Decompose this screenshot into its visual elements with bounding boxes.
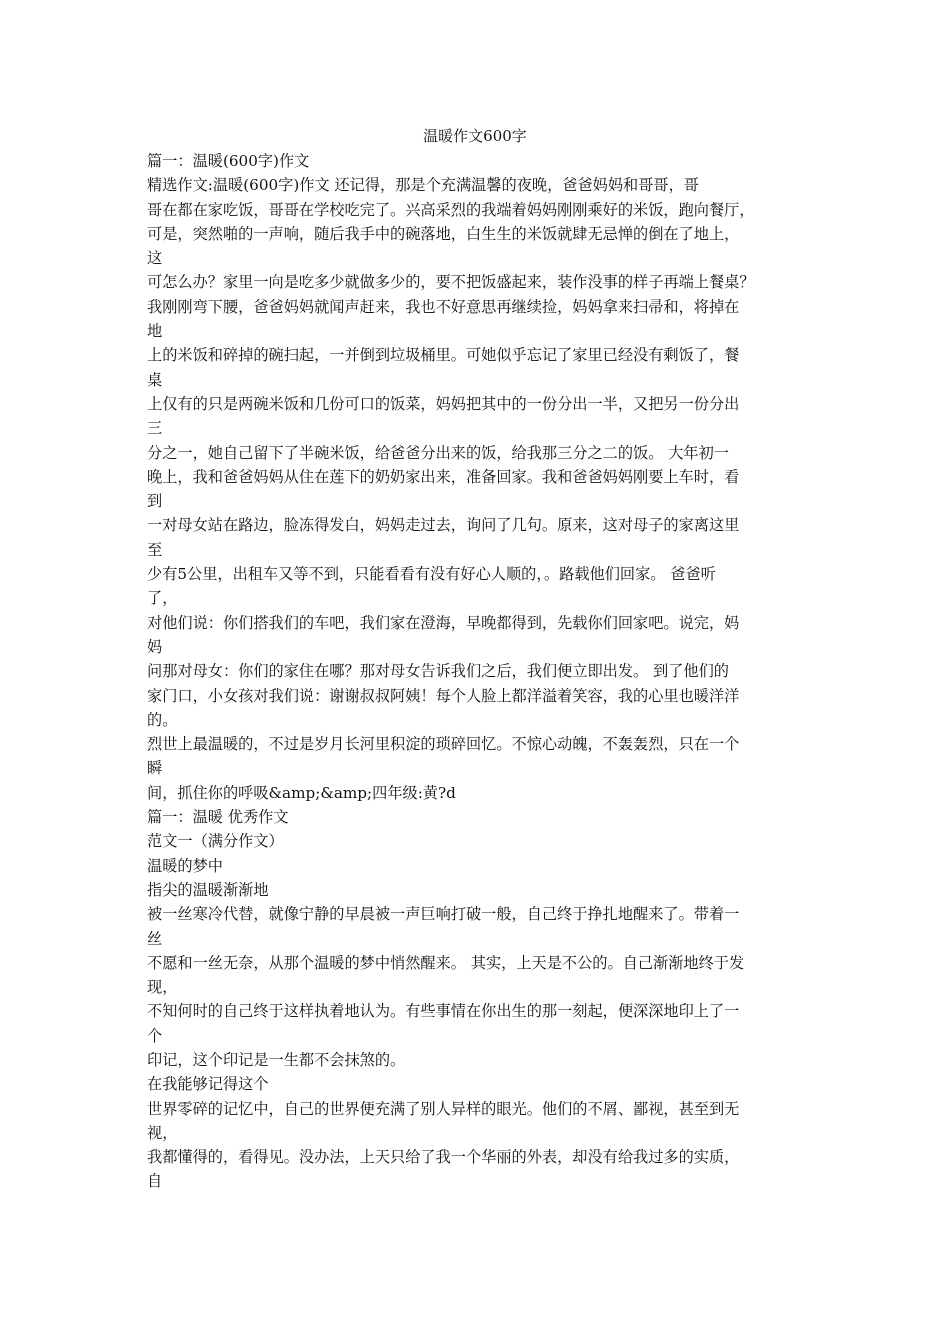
text-line: 自	[147, 1172, 163, 1191]
text-line: 我刚刚弯下腰，爸爸妈妈就闻声赶来，我也不好意思再继续捡，妈妈拿来扫帚和，将掉在	[147, 297, 740, 316]
text-line: 至	[147, 540, 163, 559]
text-line: 三	[147, 419, 163, 438]
text-line: 个	[147, 1026, 163, 1045]
text-line: 可怎么办？家里一向是吃多少就做多少的，要不把饭盛起来，装作没事的样子再端上餐桌？	[147, 273, 755, 292]
text-line: 家门口，小女孩对我们说：谢谢叔叔阿姨！每个人脸上都洋溢着笑容，我的心里也暖洋洋	[147, 686, 740, 705]
text-line: 烈世上最温暖的，不过是岁月长河里积淀的琐碎回忆。不惊心动魄，不轰轰烈，只在一个	[147, 735, 740, 754]
text-line: 篇一：温暖(600字)作文	[147, 152, 310, 170]
text-line: 少有5公里，出租车又等不到，只能看看有没有好心人顺的，。路载他们回家。 爸爸听	[147, 565, 716, 584]
text-line: 可是，突然啪的一声响，随后我手中的碗落地，白生生的米饭就肆无忌惮的倒在了地上，	[147, 224, 740, 243]
text-line: 间，抓住你的呼吸&amp;&amp;四年级:黄?d	[147, 783, 456, 802]
text-line: 瞬	[147, 759, 163, 778]
text-line: 对他们说：你们搭我们的车吧，我们家在澄海，早晚都得到，先载你们回家吧。说完，妈	[147, 613, 740, 632]
text-line: 这	[147, 249, 163, 268]
text-line: 世界零碎的记忆中，自己的世界便充满了别人异样的眼光。他们的不屑、鄙视，甚至到无	[147, 1099, 740, 1118]
text-line: 现，	[147, 978, 178, 997]
text-line: 了，	[147, 589, 178, 608]
document-title: 温暖作文600字	[423, 127, 527, 145]
text-line: 不愿和一丝无奈，从那个温暖的梦中悄然醒来。 其实，上天是不公的。自己渐渐地终于发	[147, 953, 745, 972]
text-line: 范文一（满分作文）	[147, 832, 284, 851]
text-line: 一对母女站在路边，脸冻得发白，妈妈走过去，询问了几句。原来，这对母子的家离这里	[147, 516, 740, 535]
text-line: 地	[147, 322, 163, 341]
document-body	[147, 149, 813, 1194]
text-line: 妈	[147, 637, 163, 656]
text-line: 被一丝寒冷代替，就像宁静的早晨被一声巨响打破一般，自己终于挣扎地醒来了。带着一	[147, 905, 740, 924]
text-line: 到	[147, 492, 163, 511]
text-line: 视，	[147, 1123, 178, 1142]
text-line: 上的米饭和碎掉的碗扫起，一并倒到垃圾桶里。可她似乎忘记了家里已经没有剩饭了，餐	[147, 346, 740, 365]
text-line: 不知何时的自己终于这样执着地认为。有些事情在你出生的那一刻起，便深深地印上了一	[147, 1002, 740, 1021]
text-line: 问那对母女：你们的家住在哪？那对母女告诉我们之后，我们便立即出发。 到了他们的	[147, 662, 729, 681]
text-line: 篇一：温暖 优秀作文	[147, 808, 289, 827]
text-line: 的。	[147, 710, 178, 729]
text-line: 哥在都在家吃饭，哥哥在学校吃完了。兴高采烈的我端着妈妈刚刚乘好的米饭，跑向餐厅，	[147, 200, 755, 219]
text-line: 桌	[147, 370, 163, 389]
text-line: 上仅有的只是两碗米饭和几份可口的饭菜，妈妈把其中的一份分出一半，又把另一份分出	[147, 394, 740, 413]
text-line: 在我能够记得这个	[147, 1075, 269, 1094]
text-line: 指尖的温暖渐渐地	[147, 880, 269, 899]
text-line: 我都懂得的，看得见。没办法，上天只给了我一个华丽的外表，却没有给我过多的实质，	[147, 1148, 740, 1167]
text-line: 精选作文:温暖(600字)作文 还记得，那是个充满温馨的夜晚，爸爸妈妈和哥哥，哥	[147, 176, 699, 195]
text-line: 温暖的梦中	[147, 856, 223, 875]
text-line: 晚上，我和爸爸妈妈从住在莲下的奶奶家出来，准备回家。我和爸爸妈妈刚要上车时，看	[147, 467, 740, 486]
text-line: 印记，这个印记是一生都不会抹煞的。	[147, 1050, 406, 1069]
text-line: 分之一，她自己留下了半碗米饭，给爸爸分出来的饭，给我那三分之二的饭。 大年初一	[147, 443, 729, 462]
text-line: 丝	[147, 929, 163, 948]
